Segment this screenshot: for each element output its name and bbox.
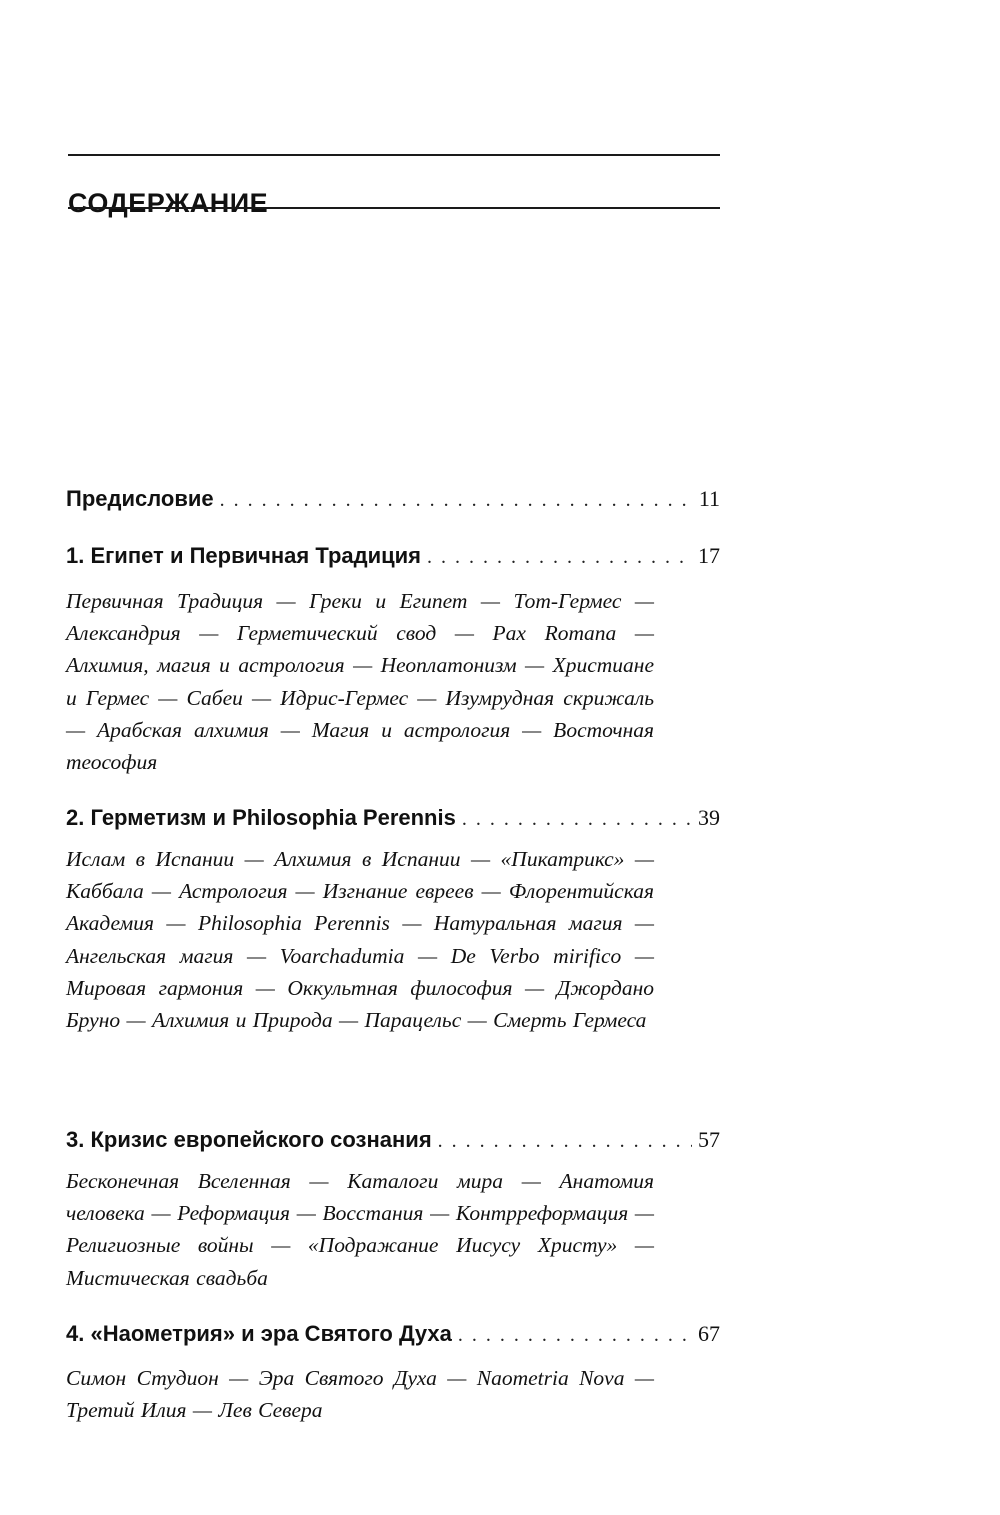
- dot-leader: [462, 803, 692, 835]
- toc-entry-label: 3. Кризис европейского сознания: [66, 1127, 432, 1152]
- toc-page-number: 17: [698, 543, 720, 568]
- dot-leader: [427, 541, 692, 573]
- toc-chapter-2-topics: Ислам в Испании — Алхимия в Испании — «Пикатрикс» — Каббала — Астрология — Изгнание евреев — Флорентийская Академия — Philosophia Perennis — Натуральная магия — Ангельская магия — Voarchadumia — De Verbo mirifico — Мировая гармония — Оккультная философия — Джордано Бруно — Алхимия и Природа — Парацельс — Смерть Гермеса: [66, 847, 654, 1033]
- toc-entry-label: Предисловие: [66, 486, 214, 511]
- toc-entry-preface[interactable]: [66, 483, 720, 516]
- dot-leader: [458, 1319, 692, 1351]
- toc-entry-chapter-3[interactable]: [66, 1124, 720, 1157]
- toc-page-number: 67: [698, 1321, 720, 1346]
- toc-chapter-1-topics: Первичная Традиция — Греки и Египет — Тот-Гермес — Александрия — Герметический свод — Pax Romana — Алхимия, магия и астрология — Неоплатонизм — Христиане и Гермес — Сабеи — Идрис-Гермес — Изумрудная скрижаль — Арабская алхимия — Магия и астрология — Восточная теософия: [66, 589, 654, 775]
- toc-page-number: 57: [698, 1127, 720, 1152]
- toc-chapter-3-topics: Бесконечная Вселенная — Каталоги мира — Анатомия человека — Реформация — Восстания — Контрреформация — Религиозные войны — «Подражание Иисусу Христу» — Мистическая свадьба: [66, 1169, 654, 1290]
- toc-entry-chapter-4[interactable]: [66, 1318, 720, 1351]
- toc-page-number: 11: [698, 486, 720, 511]
- toc-entry-chapter-2[interactable]: [66, 802, 720, 835]
- title-top-rule: [68, 154, 720, 156]
- toc-chapter-4-topics: Симон Студион — Эра Святого Духа — Naometria Nova — Третий Илия — Лев Севера: [66, 1366, 654, 1423]
- toc-entry-label: 2. Герметизм и Philosophia Perennis: [66, 805, 456, 830]
- toc-entry-chapter-1[interactable]: [66, 540, 720, 573]
- page-title: СОДЕРЖАНИЕ: [68, 188, 269, 219]
- toc-page-number: 39: [698, 805, 720, 830]
- dot-leader: [438, 1125, 692, 1157]
- toc-entry-label: 1. Египет и Первичная Традиция: [66, 543, 422, 568]
- toc-entry-label: 4. «Наометрия» и эра Святого Духа: [66, 1321, 452, 1346]
- dot-leader: [220, 484, 693, 516]
- title-bottom-rule: [68, 207, 720, 209]
